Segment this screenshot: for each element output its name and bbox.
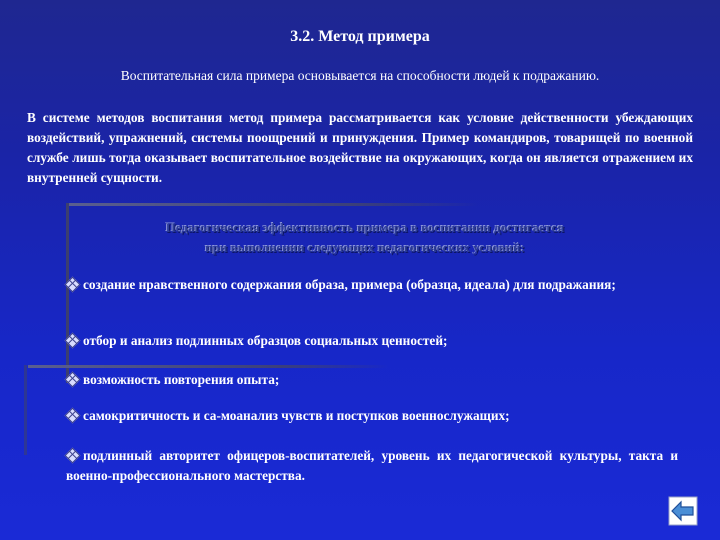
conditions-heading-line-1: Педагогическая эффективность примера в воспитании достигается	[165, 220, 565, 235]
decor-line-left-lower	[24, 365, 27, 455]
condition-text: создание нравственного содержания образа, примера (образца, идеала) для подражания;	[83, 277, 616, 292]
conditions-heading-line-2: при выполнении следующих педагогических условий:	[205, 240, 525, 255]
diamond-bullet-icon	[66, 449, 78, 461]
diamond-bullet-icon	[66, 373, 78, 385]
condition-text: возможность повторения опыта;	[83, 372, 280, 387]
decor-line-middle	[28, 365, 388, 368]
diamond-bullet-icon	[66, 334, 78, 346]
conditions-heading	[100, 218, 630, 258]
condition-text: отбор и анализ подлинных образцов социальных ценностей;	[83, 333, 448, 348]
condition-item	[66, 331, 678, 351]
diamond-bullet-icon	[66, 278, 78, 290]
diamond-bullet-icon	[66, 409, 78, 421]
back-button[interactable]	[668, 496, 698, 526]
body-paragraph: В системе методов воспитания метод примера рассматривается как условие действенности убеждающих воздействий, упражнений, системы поощрений и принуждения. Пример командиров, товарищей по военной службе лишь тогда оказывает воспитательное воздействие на окружающих, когда он является отражением их внутренней сущности.	[27, 110, 693, 185]
lead-text: Воспитательная сила примера основывается на способности людей к подражанию.	[120, 68, 600, 83]
slide-title: 3.2. Метод примера	[290, 28, 430, 45]
condition-item	[66, 446, 678, 486]
decor-line-top	[68, 203, 478, 206]
condition-item	[66, 370, 678, 390]
condition-text: самокритичность и са-моанализ чувств и поступков военнослужащих;	[83, 408, 510, 423]
condition-item	[66, 406, 678, 426]
condition-text: подлинный авторитет офицеров-воспитателей, уровень их педагогической культуры, такта и военно-профессионального мастерства.	[66, 448, 678, 483]
back-arrow-icon	[668, 496, 698, 526]
condition-item	[66, 275, 678, 295]
